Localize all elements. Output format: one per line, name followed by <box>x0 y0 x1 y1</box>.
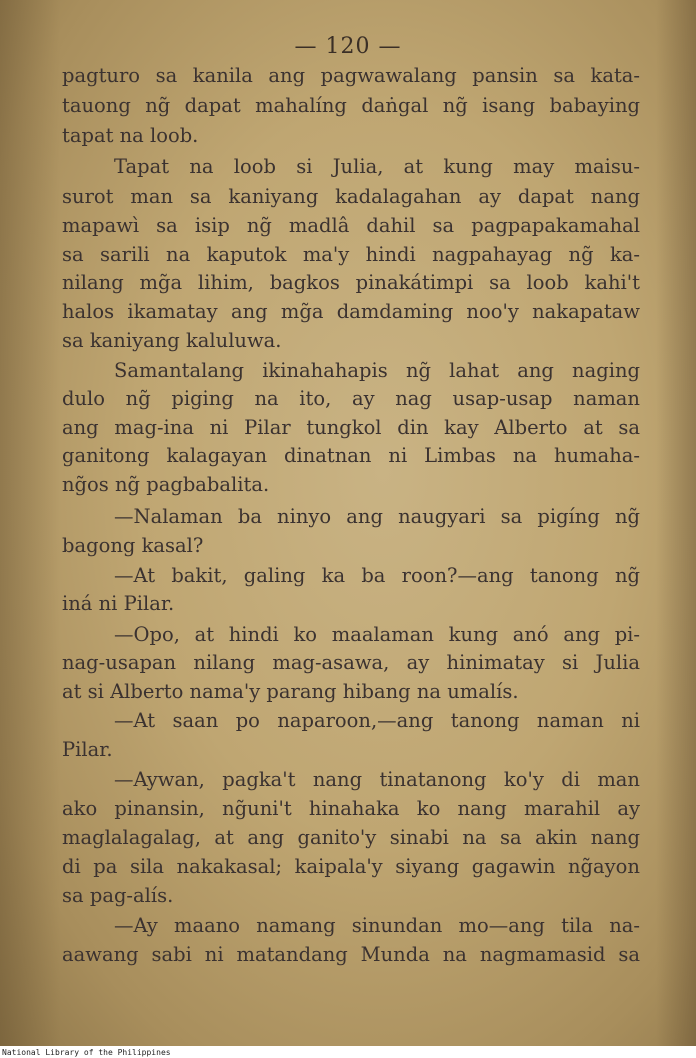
text-line: nilang mg̃a lihim, bagkos pinakátimpi sa loob kahi't <box>62 271 640 294</box>
text-line: —At bakit, galing ka ba roon?—ang tanong ng̃ <box>114 564 640 587</box>
text-line: Pilar. <box>62 738 113 761</box>
text-line: halos ikamatay ang mg̃a damdaming noo'y nakapataw <box>62 300 640 323</box>
text-line: aawang sabi ni matandang Munda na nagmamasid sa <box>62 943 640 966</box>
text-line: ng̃os ng̃ pagbabalita. <box>62 473 270 496</box>
text-line: —At saan po naparoon,—ang tanong naman ni <box>114 709 640 732</box>
text-line: —Ay maano namang sinundan mo—ang tila na- <box>114 914 640 937</box>
text-line: Tapat na loob si Julia, at kung may maisu- <box>114 155 640 178</box>
text-line: bagong kasal? <box>62 534 204 557</box>
text-line: —Aywan, pagka't nang tinatanong ko'y di man <box>114 768 640 791</box>
page-number: — 120 — <box>294 34 402 59</box>
text-line: —Nalaman ba ninyo ang naugyari sa pigíng ng̃ <box>114 505 640 528</box>
text-line: at si Alberto nama'y parang hibang na umalís. <box>62 680 519 703</box>
text-line: dulo ng̃ piging na ito, ay nag usap-usap naman <box>62 387 640 410</box>
text-line: nag-usapan nilang mag-asawa, ay hinimatay si Julia <box>62 651 640 674</box>
text-line: maglalagalag, at ang ganito'y sinabi na sa akin nang <box>62 826 640 849</box>
text-line: sa kaniyang kaluluwa. <box>62 329 282 352</box>
text-line: di pa sila nakakasal; kaipala'y siyang gagawin ng̃ayon <box>62 855 640 878</box>
text-line: sa pag-alís. <box>62 884 174 907</box>
text-line: surot man sa kaniyang kadalagahan ay dapat nang <box>62 185 640 208</box>
text-line: iná ni Pilar. <box>62 592 175 615</box>
text-line: mapawì sa isip ng̃ madlâ dahil sa pagpapakamahal <box>62 214 640 237</box>
text-line: tauong ng̃ dapat mahalíng daṅgal ng̃ isang babaying <box>62 94 640 117</box>
text-line: sa sarili na kaputok ma'y hindi nagpahayag ng̃ ka- <box>62 243 640 266</box>
text-line: Samantalang ikinahahapis ng̃ lahat ang naging <box>114 359 640 382</box>
text-line: —Opo, at hindi ko maalaman kung anó ang pi- <box>114 623 640 646</box>
text-line: ang mag-ina ni Pilar tungkol din kay Alberto at sa <box>62 416 640 439</box>
text-line: ako pinansin, ng̃uni't hinahaka ko nang marahil ay <box>62 797 640 820</box>
footer-bar <box>0 1047 696 1058</box>
library-credit: National Library of the Philippines <box>2 1048 171 1057</box>
text-line: tapat na loob. <box>62 124 199 147</box>
text-line: pagturo sa kanila ang pagwawalang pansin sa kata- <box>62 64 640 87</box>
text-line: ganitong kalagayan dinatnan ni Limbas na humaha- <box>62 444 640 467</box>
